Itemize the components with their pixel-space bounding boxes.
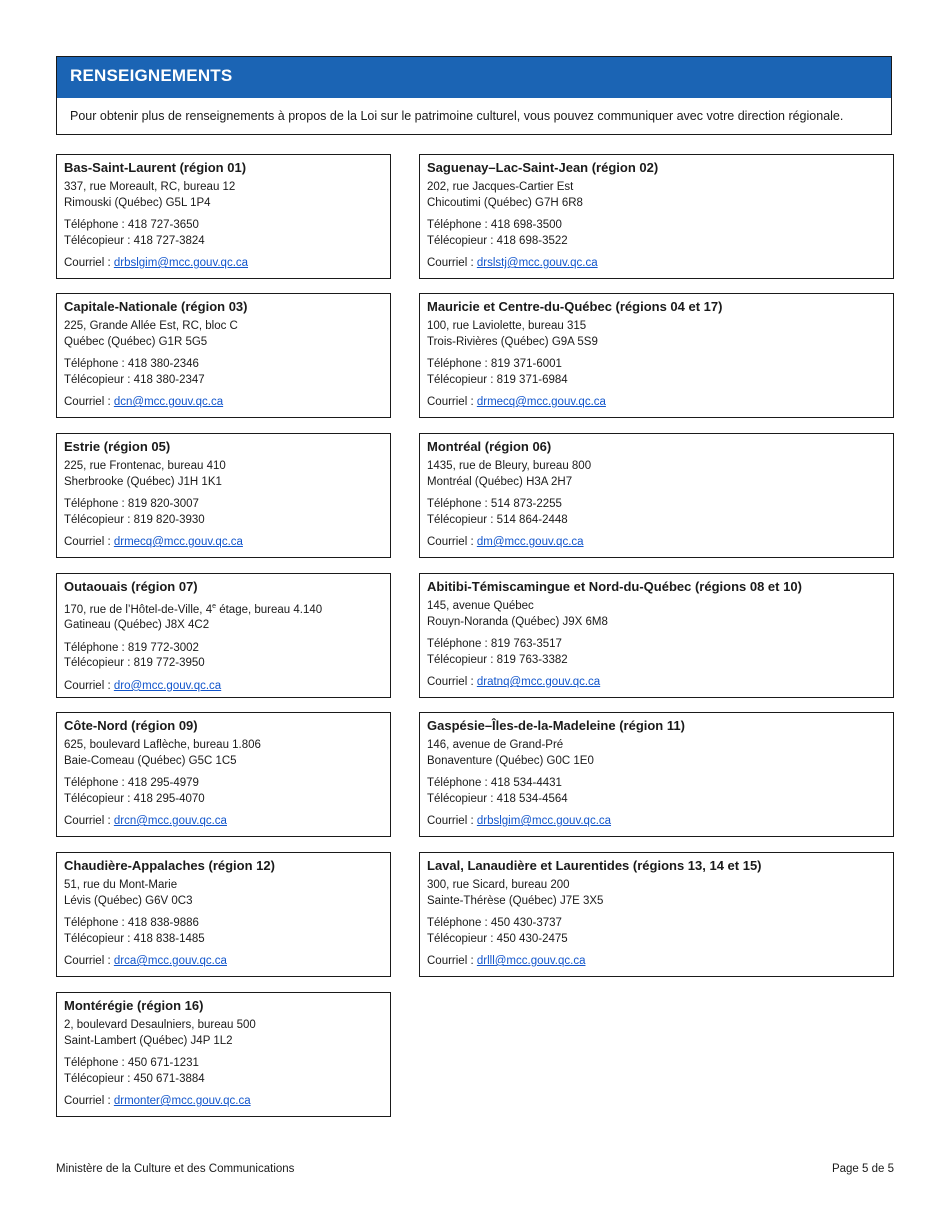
- fax-number: Télécopieur : 418 295-4070: [64, 792, 205, 805]
- address-city: Sainte-Thérèse (Québec) J7E 3X5: [427, 894, 604, 907]
- region-card: [56, 433, 391, 558]
- address-street: 625, boulevard Laflèche, bureau 1.806: [64, 739, 261, 751]
- region-card: [419, 852, 894, 977]
- phone-number: Téléphone : 418 698-3500: [427, 219, 562, 231]
- email-label: Courriel :: [64, 1095, 114, 1107]
- region-email: [427, 954, 886, 970]
- email-link[interactable]: dro@mcc.gouv.qc.ca: [113, 679, 222, 692]
- region-address: [427, 599, 886, 630]
- region-card: [56, 712, 391, 837]
- email-link[interactable]: dcn@mcc.gouv.qc.ca: [113, 396, 224, 408]
- email-label: Courriel :: [427, 815, 477, 827]
- email-label: Courriel :: [64, 679, 114, 692]
- region-title: Côte-Nord (région 09): [64, 718, 198, 733]
- address-street: 225, Grande Allée Est, RC, bloc C: [64, 320, 238, 332]
- email-label: Courriel :: [427, 955, 477, 967]
- address-street: 300, rue Sicard, bureau 200: [427, 879, 570, 891]
- email-label: Courriel :: [64, 536, 114, 548]
- email-link[interactable]: drcn@mcc.gouv.qc.ca: [113, 815, 227, 827]
- fax-number: Télécopieur : 819 772-3950: [64, 657, 205, 670]
- fax-number: Télécopieur : 819 371-6984: [427, 373, 568, 386]
- phone-number: Téléphone : 819 772-3002: [64, 641, 199, 654]
- region-phones: [64, 641, 383, 672]
- region-title: Outaouais (région 07): [64, 579, 198, 594]
- email-link[interactable]: drslstj@mcc.gouv.qc.ca: [476, 257, 598, 269]
- address-city: Baie-Comeau (Québec) G5C 1C5: [64, 754, 237, 767]
- fax-number: Télécopieur : 418 380-2347: [64, 373, 205, 386]
- region-card: [56, 573, 391, 698]
- email-link[interactable]: drmecq@mcc.gouv.qc.ca: [113, 536, 243, 548]
- region-title: Chaudière-Appalaches (région 12): [64, 858, 275, 873]
- region-title: Abitibi-Témiscamingue et Nord-du-Québec (régions 08 et 10): [427, 579, 802, 594]
- address-street: 170, rue de l’Hôtel-de-Ville, 4e étage, bureau 4.140: [64, 603, 323, 616]
- email-label: Courriel :: [427, 676, 477, 688]
- region-address: [64, 319, 383, 350]
- region-email: [64, 395, 383, 411]
- region-card: [419, 433, 894, 558]
- region-card: [56, 293, 391, 418]
- region-email: [64, 954, 383, 970]
- address-street: 51, rue du Mont-Marie: [64, 879, 178, 891]
- email-label: Courriel :: [64, 815, 114, 827]
- email-link[interactable]: dm@mcc.gouv.qc.ca: [476, 536, 584, 548]
- region-title: Montréal (région 06): [427, 439, 552, 454]
- fax-number: Télécopieur : 819 820-3930: [64, 513, 205, 526]
- region-email: [64, 1094, 383, 1110]
- email-label: Courriel :: [64, 257, 114, 269]
- address-street: 146, avenue de Grand-Pré: [427, 739, 564, 751]
- info-heading: RENSEIGNEMENTS: [57, 57, 891, 98]
- fax-number: Télécopieur : 418 727-3824: [64, 234, 205, 247]
- region-phones: [64, 916, 383, 947]
- email-link[interactable]: drlll@mcc.gouv.qc.ca: [476, 955, 586, 967]
- address-city: Lévis (Québec) G6V 0C3: [64, 894, 193, 907]
- phone-number: Téléphone : 819 820-3007: [64, 498, 199, 510]
- phone-number: Téléphone : 418 838-9886: [64, 917, 199, 929]
- address-city: Gatineau (Québec) J8X 4C2: [64, 619, 210, 632]
- region-address: [427, 319, 886, 350]
- region-email: [64, 535, 383, 551]
- info-box: [56, 56, 892, 135]
- phone-number: Téléphone : 418 727-3650: [64, 219, 199, 231]
- region-title: Saguenay–Lac-Saint-Jean (région 02): [427, 160, 659, 175]
- address-city: Chicoutimi (Québec) G7H 6R8: [427, 196, 583, 209]
- address-city: Montréal (Québec) H3A 2H7: [427, 475, 573, 488]
- address-street: 225, rue Frontenac, bureau 410: [64, 460, 226, 472]
- fax-number: Télécopieur : 514 864-2448: [427, 513, 568, 526]
- email-link[interactable]: drmecq@mcc.gouv.qc.ca: [476, 396, 606, 408]
- fax-number: Télécopieur : 819 763-3382: [427, 653, 568, 666]
- region-email: [427, 535, 886, 551]
- footer-ministry: Ministère de la Culture et des Communications: [56, 1163, 295, 1175]
- address-street: 2, boulevard Desaulniers, bureau 500: [64, 1019, 256, 1031]
- phone-number: Téléphone : 819 371-6001: [427, 358, 562, 370]
- region-phones: [64, 1056, 383, 1087]
- region-phones: [64, 357, 383, 388]
- address-city: Sherbrooke (Québec) J1H 1K1: [64, 475, 222, 488]
- email-link[interactable]: drbslgim@mcc.gouv.qc.ca: [476, 815, 612, 827]
- region-title: Gaspésie–Îles-de-la-Madeleine (région 11): [427, 718, 685, 733]
- region-phones: [64, 776, 383, 807]
- address-city: Québec (Québec) G1R 5G5: [64, 335, 208, 348]
- address-street: 1435, rue de Bleury, bureau 800: [427, 460, 592, 472]
- address-street: 100, rue Laviolette, bureau 315: [427, 320, 587, 332]
- address-city: Saint-Lambert (Québec) J4P 1L2: [64, 1034, 233, 1047]
- phone-number: Téléphone : 450 430-3737: [427, 917, 562, 929]
- region-card: [419, 573, 894, 698]
- region-phones: [427, 776, 886, 807]
- email-link[interactable]: drmonter@mcc.gouv.qc.ca: [113, 1095, 251, 1107]
- address-city: Trois-Rivières (Québec) G9A 5S9: [427, 335, 598, 348]
- region-title: Laval, Lanaudière et Laurentides (régions 13, 14 et 15): [427, 858, 762, 873]
- region-address: [427, 459, 886, 490]
- email-label: Courriel :: [427, 396, 477, 408]
- fax-number: Télécopieur : 450 671-3884: [64, 1072, 205, 1085]
- region-address: [427, 738, 886, 769]
- region-phones: [427, 916, 886, 947]
- region-title: Montérégie (région 16): [64, 998, 204, 1013]
- region-address: [64, 459, 383, 490]
- region-title: Estrie (région 05): [64, 439, 171, 454]
- fax-number: Télécopieur : 418 534-4564: [427, 792, 568, 805]
- region-phones: [64, 218, 383, 249]
- region-address: [64, 878, 383, 909]
- address-city: Rimouski (Québec) G5L 1P4: [64, 196, 211, 209]
- region-email: [64, 814, 383, 830]
- region-email: [64, 679, 383, 695]
- address-street: 337, rue Moreault, RC, bureau 12: [64, 181, 236, 193]
- region-email: [427, 675, 886, 691]
- region-address: [64, 599, 383, 634]
- phone-number: Téléphone : 418 295-4979: [64, 777, 199, 789]
- region-phones: [427, 637, 886, 668]
- fax-number: Télécopieur : 450 430-2475: [427, 932, 568, 945]
- region-card: [56, 992, 391, 1117]
- email-link[interactable]: drbslgim@mcc.gouv.qc.ca: [113, 257, 249, 269]
- region-address: [64, 1018, 383, 1049]
- fax-number: Télécopieur : 418 698-3522: [427, 234, 568, 247]
- region-address: [64, 738, 383, 769]
- phone-number: Téléphone : 418 380-2346: [64, 358, 199, 370]
- region-address: [427, 878, 886, 909]
- phone-number: Téléphone : 450 671-1231: [64, 1057, 199, 1069]
- footer-page-number: Page 5 de 5: [831, 1163, 894, 1175]
- address-city: Rouyn-Noranda (Québec) J9X 6M8: [427, 615, 608, 628]
- region-phones: [427, 497, 886, 528]
- region-title: Capitale-Nationale (région 03): [64, 299, 248, 314]
- region-email: [427, 256, 886, 272]
- email-label: Courriel :: [427, 536, 477, 548]
- email-label: Courriel :: [427, 257, 477, 269]
- region-email: [427, 814, 886, 830]
- email-label: Courriel :: [64, 396, 114, 408]
- region-email: [64, 256, 383, 272]
- region-address: [64, 180, 383, 211]
- region-title: Mauricie et Centre-du-Québec (régions 04 et 17): [427, 299, 723, 314]
- region-card: [419, 712, 894, 837]
- region-card: [56, 852, 391, 977]
- phone-number: Téléphone : 514 873-2255: [427, 498, 562, 510]
- email-link[interactable]: dratnq@mcc.gouv.qc.ca: [476, 676, 601, 688]
- fax-number: Télécopieur : 418 838-1485: [64, 932, 205, 945]
- region-phones: [427, 357, 886, 388]
- address-street: 145, avenue Québec: [427, 600, 534, 612]
- email-link[interactable]: drca@mcc.gouv.qc.ca: [113, 955, 227, 967]
- region-email: [427, 395, 886, 411]
- phone-number: Téléphone : 418 534-4431: [427, 777, 562, 789]
- region-card: [419, 154, 894, 279]
- region-phones: [427, 218, 886, 249]
- address-street: 202, rue Jacques-Cartier Est: [427, 181, 574, 193]
- email-label: Courriel :: [64, 955, 114, 967]
- region-title: Bas-Saint-Laurent (région 01): [64, 160, 247, 175]
- region-card: [56, 154, 391, 279]
- region-address: [427, 180, 886, 211]
- phone-number: Téléphone : 819 763-3517: [427, 638, 562, 650]
- region-card: [419, 293, 894, 418]
- address-city: Bonaventure (Québec) G0C 1E0: [427, 754, 594, 767]
- info-text: Pour obtenir plus de renseignements à propos de la Loi sur le patrimoine culturel, vous pouvez communiquer avec votre direction régionale.: [70, 109, 844, 123]
- region-phones: [64, 497, 383, 528]
